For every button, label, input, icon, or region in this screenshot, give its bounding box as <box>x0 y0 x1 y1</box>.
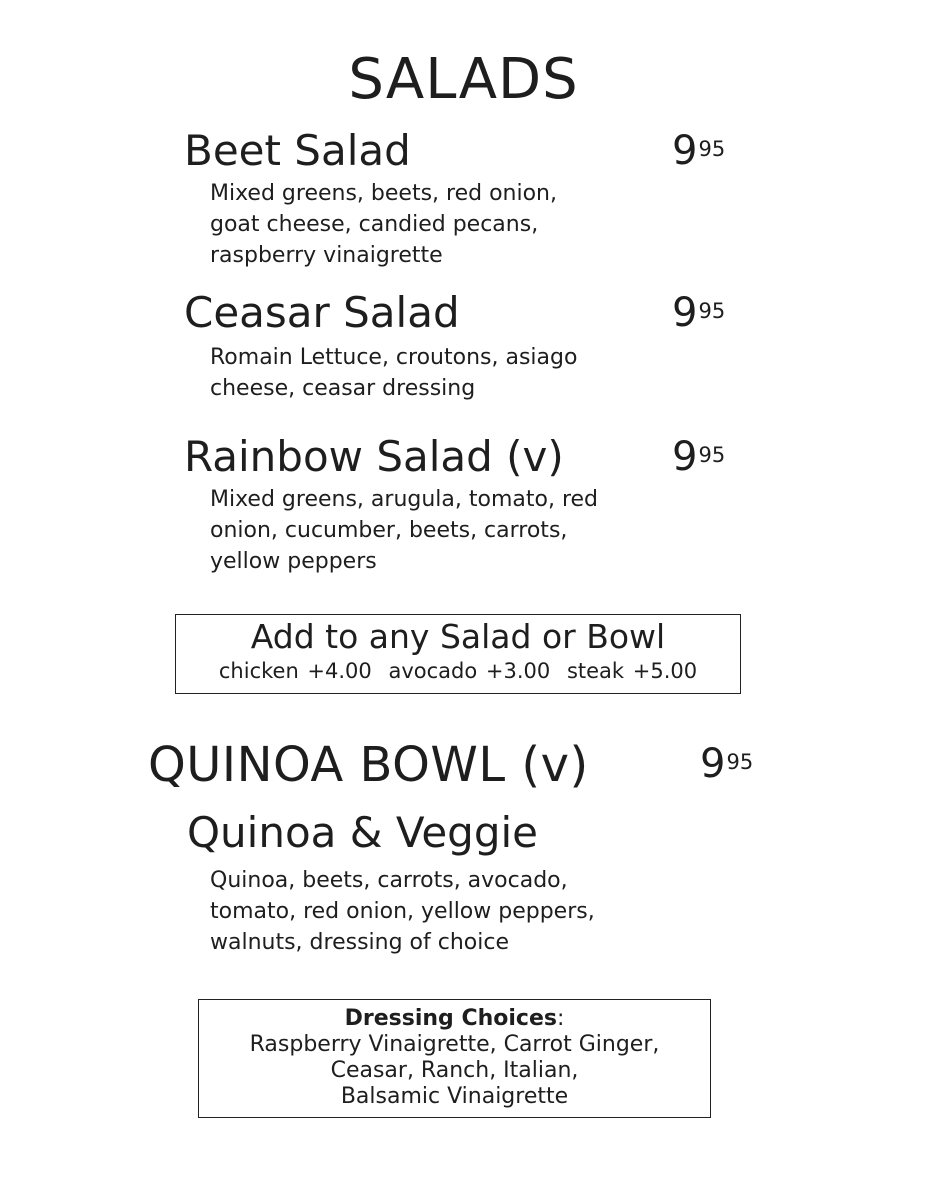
price-dollars: 9 <box>672 434 698 480</box>
page-title: SALADS <box>348 47 579 112</box>
addons-box <box>175 614 741 694</box>
salad-price-rainbow <box>672 432 725 482</box>
salad-price-beet <box>672 126 725 176</box>
description-line: tomato, red onion, yellow peppers, <box>210 899 595 924</box>
description-line: Mixed greens, arugula, tomato, red <box>210 487 599 512</box>
description-line: onion, cucumber, beets, carrots, <box>210 518 568 543</box>
salad-description-rainbow <box>210 484 598 577</box>
salad-description-ceasar <box>210 342 577 404</box>
dressings-line: Raspberry Vinaigrette, Carrot Ginger, <box>249 1032 660 1057</box>
addon-chicken: chicken +4.00 <box>218 659 372 683</box>
description-line: Mixed greens, beets, red onion, <box>210 181 557 206</box>
description-line: Romain Lettuce, croutons, asiago <box>210 345 578 370</box>
salad-name-rainbow: Rainbow Salad (v) <box>184 432 564 481</box>
price-cents: 95 <box>698 137 726 161</box>
dressings-line: Balsamic Vinaigrette <box>340 1084 569 1109</box>
addon-avocado: avocado +3.00 <box>388 659 551 683</box>
salad-name-beet: Beet Salad <box>184 126 411 175</box>
price-dollars: 9 <box>700 741 726 787</box>
price-cents: 95 <box>726 750 754 774</box>
dressings-line: Ceasar, Ranch, Italian, <box>330 1058 579 1083</box>
price-cents: 95 <box>698 443 726 467</box>
bowl-price <box>700 739 753 789</box>
addons-title: Add to any Salad or Bowl <box>250 617 666 656</box>
price-cents: 95 <box>698 299 726 323</box>
price-dollars: 9 <box>672 290 698 336</box>
dressings-label: Dressing Choices <box>344 1006 557 1031</box>
description-line: cheese, ceasar dressing <box>210 376 476 401</box>
bowl-section-title: QUINOA BOWL (v) <box>148 737 589 793</box>
price-dollars: 9 <box>672 128 698 174</box>
description-line: raspberry vinaigrette <box>210 243 443 268</box>
description-line: yellow peppers <box>210 549 377 574</box>
addon-steak: steak +5.00 <box>566 659 698 683</box>
salad-name-ceasar: Ceasar Salad <box>184 288 460 337</box>
dressings-box <box>198 999 711 1118</box>
dressings-heading <box>199 1006 710 1032</box>
salad-price-ceasar <box>672 288 725 338</box>
bowl-description <box>210 865 595 958</box>
description-line: goat cheese, candied pecans, <box>210 212 539 237</box>
addons-list <box>176 657 740 685</box>
description-line: walnuts, dressing of choice <box>210 930 509 955</box>
salad-description-beet <box>210 178 557 271</box>
description-line: Quinoa, beets, carrots, avocado, <box>210 868 568 893</box>
dressings-colon: : <box>556 1006 565 1031</box>
bowl-item-name: Quinoa & Veggie <box>187 808 538 857</box>
